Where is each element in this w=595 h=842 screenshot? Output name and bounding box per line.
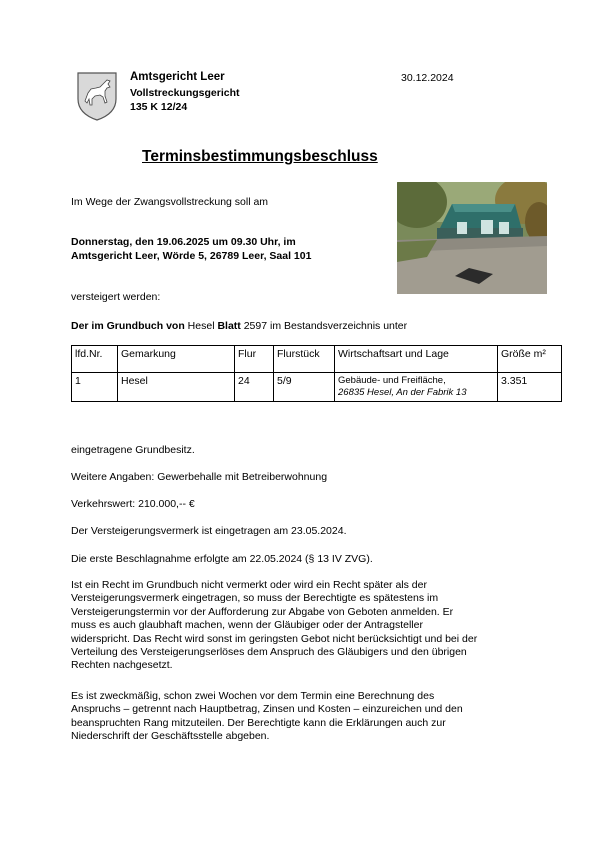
property-table <box>71 345 562 402</box>
table-header-cell: Größe m² <box>498 346 562 373</box>
paragraph-line: widerspricht. Das Recht wird sonst im geringsten Gebot nicht berücksichtigt und bei der <box>71 632 478 645</box>
auctioned-text: versteigert werden: <box>71 291 161 303</box>
document-date: 30.12.2024 <box>401 72 454 84</box>
paragraph-line: Versteigerungsvermerk eingetragen, so muss der Berechtigte es spätestens im <box>71 592 439 605</box>
claim-paragraph <box>71 690 563 744</box>
intro-text: Im Wege der Zwangsvollstreckung soll am <box>71 196 269 208</box>
table-cell-art: Gebäude- und Freifläche, <box>338 375 446 386</box>
market-value: Verkehrswert: 210.000,-- € <box>71 498 195 510</box>
document-title: Terminsbestimmungsbeschluss <box>142 148 378 165</box>
paragraph-line: Versteigerungstermin vor der Aufforderung zur Abgabe von Geboten anmelden. Er <box>71 605 454 618</box>
court-division: Vollstreckungsgericht <box>130 87 240 99</box>
grundbuch-gemarkung: Hesel <box>184 320 218 332</box>
appointment-line-2: Amtsgericht Leer, Wörde 5, 26789 Leer, Saal 101 <box>71 250 312 262</box>
paragraph-line: Verteilung des Versteigerungserlöses dem Anspruch des Gläubigers und den übrigen <box>71 646 467 659</box>
table-cell-flur: 24 <box>235 373 274 402</box>
table-cell-flurstueck: 5/9 <box>274 373 335 402</box>
paragraph-line: Niederschrift der Geschäftsstelle abgeben. <box>71 730 270 743</box>
lower-saxony-crest-logo <box>76 71 118 121</box>
table-row <box>72 373 562 402</box>
vermerk-text: Der Versteigerungsvermerk ist eingetragen am 23.05.2024. <box>71 525 347 537</box>
table-cell-lage: 26835 Hesel, An der Fabrik 13 <box>338 387 467 398</box>
table-header-cell: Flurstück <box>274 346 335 373</box>
grundbuch-line <box>71 320 407 333</box>
table-header-row <box>72 346 562 373</box>
case-number: 135 K 12/24 <box>130 101 188 113</box>
table-header-cell: lfd.Nr. <box>72 346 118 373</box>
seizure-text: Die erste Beschlagnahme erfolgte am 22.05.2024 (§ 13 IV ZVG). <box>71 553 373 565</box>
grundbuch-suffix: 2597 im Bestandsverzeichnis unter <box>240 320 408 332</box>
rights-paragraph <box>71 579 563 673</box>
table-cell-nr: 1 <box>72 373 118 402</box>
paragraph-line: beanspruchten Rang mitzuteilen. Der Berechtigte kann die Erklärungen auch zur <box>71 716 446 729</box>
paragraph-line: Rechten nachgesetzt. <box>71 659 173 672</box>
grundbuch-prefix: Der im Grundbuch von <box>71 320 185 332</box>
grundbuch-blatt-label: Blatt <box>217 320 241 332</box>
paragraph-line: Ist ein Recht im Grundbuch nicht vermerkt oder wird ein Recht später als der <box>71 579 427 591</box>
registered-text: eingetragene Grundbesitz. <box>71 444 195 456</box>
appointment-line-1: Donnerstag, den 19.06.2025 um 09.30 Uhr, im <box>71 236 296 248</box>
further-info: Weitere Angaben: Gewerbehalle mit Betreiberwohnung <box>71 471 328 483</box>
table-header-cell: Wirtschaftsart und Lage <box>335 346 498 373</box>
table-cell-art-lage <box>335 373 498 402</box>
paragraph-line: Anspruchs – getrennt nach Hauptbetrag, Zinsen und Kosten – einzureichen und den <box>71 703 463 716</box>
property-photo <box>397 182 547 294</box>
paragraph-line: Es ist zweckmäßig, schon zwei Wochen vor dem Termin eine Berechnung des <box>71 690 435 702</box>
table-header-cell: Flur <box>235 346 274 373</box>
table-cell-groesse: 3.351 <box>498 373 562 402</box>
table-header-cell: Gemarkung <box>118 346 235 373</box>
paragraph-line: muss es auch glaubhaft machen, wenn der Gläubiger oder der Antragsteller <box>71 619 423 632</box>
court-name: Amtsgericht Leer <box>130 71 225 83</box>
table-cell-gemarkung: Hesel <box>118 373 235 402</box>
